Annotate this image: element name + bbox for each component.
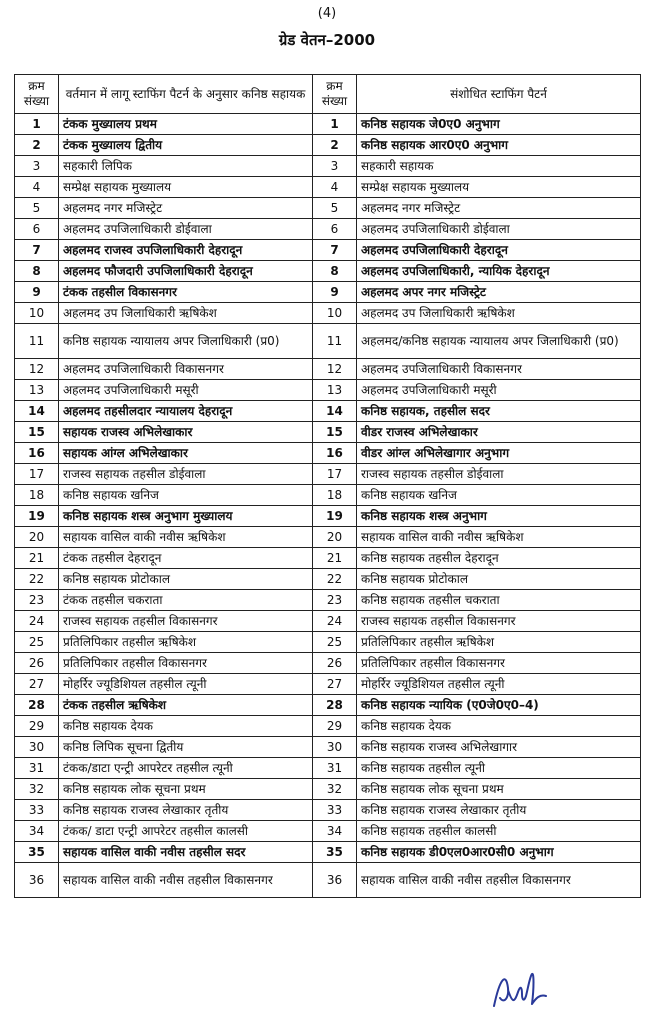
current-post-cell: कनिष्ठ सहायक लोक सूचना प्रथम bbox=[59, 779, 313, 800]
serial-right-cell: 18 bbox=[313, 485, 357, 506]
table-row bbox=[15, 282, 641, 303]
serial-right-cell: 2 bbox=[313, 135, 357, 156]
table-row bbox=[15, 219, 641, 240]
table-header-row bbox=[15, 75, 641, 114]
serial-right-cell: 21 bbox=[313, 548, 357, 569]
revised-post-cell: मोहर्रिर ज्यूडिशियल तहसील त्यूनी bbox=[357, 674, 641, 695]
serial-left-cell: 18 bbox=[15, 485, 59, 506]
table-row bbox=[15, 401, 641, 422]
current-post-cell: अहलमद उप जिलाधिकारी ऋषिकेश bbox=[59, 303, 313, 324]
serial-right-cell: 12 bbox=[313, 359, 357, 380]
serial-left-cell: 24 bbox=[15, 611, 59, 632]
table-row bbox=[15, 737, 641, 758]
current-post-cell: प्रतिलिपिकार तहसील ऋषिकेश bbox=[59, 632, 313, 653]
header-serial-right: क्रम संख्या bbox=[313, 75, 357, 114]
serial-left-cell: 10 bbox=[15, 303, 59, 324]
table-row bbox=[15, 821, 641, 842]
table-row bbox=[15, 800, 641, 821]
table-row bbox=[15, 590, 641, 611]
serial-right-cell: 11 bbox=[313, 324, 357, 359]
serial-right-cell: 36 bbox=[313, 863, 357, 898]
current-post-cell: सहायक वासिल वाकी नवीस तहसील सदर bbox=[59, 842, 313, 863]
current-post-cell: टंकक तहसील विकासनगर bbox=[59, 282, 313, 303]
current-post-cell: अहलमद तहसीलदार न्यायालय देहरादून bbox=[59, 401, 313, 422]
serial-left-cell: 8 bbox=[15, 261, 59, 282]
revised-post-cell: वीडर राजस्व अभिलेखाकार bbox=[357, 422, 641, 443]
revised-post-cell: अहलमद उपजिलाधिकारी, न्यायिक देहरादून bbox=[357, 261, 641, 282]
serial-right-cell: 22 bbox=[313, 569, 357, 590]
serial-left-cell: 33 bbox=[15, 800, 59, 821]
serial-right-cell: 10 bbox=[313, 303, 357, 324]
serial-right-cell: 20 bbox=[313, 527, 357, 548]
signature-mark bbox=[490, 968, 550, 1012]
revised-post-cell: अहलमद नगर मजिस्ट्रेट bbox=[357, 198, 641, 219]
revised-post-cell: कनिष्ठ सहायक देयक bbox=[357, 716, 641, 737]
current-post-cell: अहलमद राजस्व उपजिलाधिकारी देहरादून bbox=[59, 240, 313, 261]
revised-post-cell: राजस्व सहायक तहसील डोईवाला bbox=[357, 464, 641, 485]
serial-left-cell: 14 bbox=[15, 401, 59, 422]
current-post-cell: कनिष्ठ लिपिक सूचना द्वितीय bbox=[59, 737, 313, 758]
table-row bbox=[15, 261, 641, 282]
serial-left-cell: 22 bbox=[15, 569, 59, 590]
current-post-cell: टंकक मुख्यालय द्वितीय bbox=[59, 135, 313, 156]
current-post-cell: अहलमद नगर मजिस्ट्रेट bbox=[59, 198, 313, 219]
table-row bbox=[15, 842, 641, 863]
table-row bbox=[15, 303, 641, 324]
revised-post-cell: सहायक वासिल वाकी नवीस ऋषिकेश bbox=[357, 527, 641, 548]
serial-right-cell: 9 bbox=[313, 282, 357, 303]
serial-right-cell: 29 bbox=[313, 716, 357, 737]
revised-post-cell: कनिष्ठ सहायक जे0ए0 अनुभाग bbox=[357, 114, 641, 135]
current-post-cell: टंकक तहसील देहरादून bbox=[59, 548, 313, 569]
serial-left-cell: 12 bbox=[15, 359, 59, 380]
table-row bbox=[15, 485, 641, 506]
serial-right-cell: 32 bbox=[313, 779, 357, 800]
table-row bbox=[15, 674, 641, 695]
table-row bbox=[15, 464, 641, 485]
serial-left-cell: 26 bbox=[15, 653, 59, 674]
serial-left-cell: 17 bbox=[15, 464, 59, 485]
serial-right-cell: 1 bbox=[313, 114, 357, 135]
table-row bbox=[15, 758, 641, 779]
revised-post-cell: अहलमद उपजिलाधिकारी देहरादून bbox=[357, 240, 641, 261]
revised-post-cell: प्रतिलिपिकार तहसील विकासनगर bbox=[357, 653, 641, 674]
serial-left-cell: 1 bbox=[15, 114, 59, 135]
current-post-cell: टंकक तहसील चकराता bbox=[59, 590, 313, 611]
revised-post-cell: प्रतिलिपिकार तहसील ऋषिकेश bbox=[357, 632, 641, 653]
revised-post-cell: कनिष्ठ सहायक राजस्व लेखाकार तृतीय bbox=[357, 800, 641, 821]
revised-post-cell: वीडर आंग्ल अभिलेखागार अनुभाग bbox=[357, 443, 641, 464]
serial-right-cell: 35 bbox=[313, 842, 357, 863]
serial-right-cell: 6 bbox=[313, 219, 357, 240]
current-post-cell: अहलमद उपजिलाधिकारी मसूरी bbox=[59, 380, 313, 401]
table-row bbox=[15, 324, 641, 359]
header-current-pattern: वर्तमान में लागू स्टाफिंग पैटर्न के अनुसार कनिष्ठ सहायक bbox=[59, 75, 313, 114]
revised-post-cell: कनिष्ठ सहायक प्रोटोकाल bbox=[357, 569, 641, 590]
serial-left-cell: 36 bbox=[15, 863, 59, 898]
revised-post-cell: कनिष्ठ सहायक, तहसील सदर bbox=[357, 401, 641, 422]
current-post-cell: कनिष्ठ सहायक शस्त्र अनुभाग मुख्यालय bbox=[59, 506, 313, 527]
revised-post-cell: राजस्व सहायक तहसील विकासनगर bbox=[357, 611, 641, 632]
serial-right-cell: 8 bbox=[313, 261, 357, 282]
revised-post-cell: अहलमद अपर नगर मजिस्ट्रेट bbox=[357, 282, 641, 303]
header-revised-pattern: संशोधित स्टाफिंग पैटर्न bbox=[357, 75, 641, 114]
table-row bbox=[15, 632, 641, 653]
serial-left-cell: 19 bbox=[15, 506, 59, 527]
staffing-pattern-table bbox=[14, 74, 641, 898]
current-post-cell: राजस्व सहायक तहसील विकासनगर bbox=[59, 611, 313, 632]
revised-post-cell: अहलमद उप जिलाधिकारी ऋषिकेश bbox=[357, 303, 641, 324]
serial-left-cell: 31 bbox=[15, 758, 59, 779]
current-post-cell: सहायक राजस्व अभिलेखाकार bbox=[59, 422, 313, 443]
table-row bbox=[15, 422, 641, 443]
serial-left-cell: 15 bbox=[15, 422, 59, 443]
serial-right-cell: 7 bbox=[313, 240, 357, 261]
table-row bbox=[15, 135, 641, 156]
serial-left-cell: 13 bbox=[15, 380, 59, 401]
revised-post-cell: कनिष्ठ सहायक आर0ए0 अनुभाग bbox=[357, 135, 641, 156]
revised-post-cell: अहलमद उपजिलाधिकारी डोईवाला bbox=[357, 219, 641, 240]
revised-post-cell: अहलमद उपजिलाधिकारी विकासनगर bbox=[357, 359, 641, 380]
current-post-cell: अहलमद फौजदारी उपजिलाधिकारी देहरादून bbox=[59, 261, 313, 282]
table-row bbox=[15, 611, 641, 632]
revised-post-cell: सहायक वासिल वाकी नवीस तहसील विकासनगर bbox=[357, 863, 641, 898]
current-post-cell: कनिष्ठ सहायक खनिज bbox=[59, 485, 313, 506]
revised-post-cell: कनिष्ठ सहायक तहसील कालसी bbox=[357, 821, 641, 842]
serial-left-cell: 29 bbox=[15, 716, 59, 737]
table-row bbox=[15, 506, 641, 527]
serial-right-cell: 33 bbox=[313, 800, 357, 821]
revised-post-cell: कनिष्ठ सहायक लोक सूचना प्रथम bbox=[357, 779, 641, 800]
serial-left-cell: 2 bbox=[15, 135, 59, 156]
serial-left-cell: 30 bbox=[15, 737, 59, 758]
serial-left-cell: 16 bbox=[15, 443, 59, 464]
serial-left-cell: 11 bbox=[15, 324, 59, 359]
current-post-cell: टंकक मुख्यालय प्रथम bbox=[59, 114, 313, 135]
revised-post-cell: सम्प्रेक्ष सहायक मुख्यालय bbox=[357, 177, 641, 198]
serial-right-cell: 15 bbox=[313, 422, 357, 443]
serial-left-cell: 21 bbox=[15, 548, 59, 569]
table-row bbox=[15, 779, 641, 800]
serial-right-cell: 4 bbox=[313, 177, 357, 198]
revised-post-cell: कनिष्ठ सहायक खनिज bbox=[357, 485, 641, 506]
current-post-cell: सम्प्रेक्ष सहायक मुख्यालय bbox=[59, 177, 313, 198]
serial-right-cell: 28 bbox=[313, 695, 357, 716]
serial-right-cell: 31 bbox=[313, 758, 357, 779]
serial-right-cell: 23 bbox=[313, 590, 357, 611]
serial-right-cell: 13 bbox=[313, 380, 357, 401]
revised-post-cell: कनिष्ठ सहायक तहसील त्यूनी bbox=[357, 758, 641, 779]
serial-left-cell: 20 bbox=[15, 527, 59, 548]
revised-post-cell: अहलमद उपजिलाधिकारी मसूरी bbox=[357, 380, 641, 401]
current-post-cell: अहलमद उपजिलाधिकारी डोईवाला bbox=[59, 219, 313, 240]
table-row bbox=[15, 359, 641, 380]
revised-post-cell: कनिष्ठ सहायक शस्त्र अनुभाग bbox=[357, 506, 641, 527]
table-row bbox=[15, 443, 641, 464]
table-row bbox=[15, 527, 641, 548]
current-post-cell: टंकक/ डाटा एन्ट्री आपरेटर तहसील कालसी bbox=[59, 821, 313, 842]
current-post-cell: टंकक तहसील ऋषिकेश bbox=[59, 695, 313, 716]
current-post-cell: सहायक वासिल वाकी नवीस ऋषिकेश bbox=[59, 527, 313, 548]
revised-post-cell: कनिष्ठ सहायक तहसील देहरादून bbox=[357, 548, 641, 569]
current-post-cell: कनिष्ठ सहायक राजस्व लेखाकार तृतीय bbox=[59, 800, 313, 821]
table-row bbox=[15, 716, 641, 737]
serial-left-cell: 23 bbox=[15, 590, 59, 611]
serial-right-cell: 30 bbox=[313, 737, 357, 758]
page-number: (4) bbox=[317, 6, 337, 21]
serial-left-cell: 5 bbox=[15, 198, 59, 219]
serial-left-cell: 4 bbox=[15, 177, 59, 198]
table-row bbox=[15, 240, 641, 261]
current-post-cell: सहकारी लिपिक bbox=[59, 156, 313, 177]
serial-left-cell: 9 bbox=[15, 282, 59, 303]
current-post-cell: मोहर्रिर ज्यूडिशियल तहसील त्यूनी bbox=[59, 674, 313, 695]
table-row bbox=[15, 198, 641, 219]
revised-post-cell: अहलमद/कनिष्ठ सहायक न्यायालय अपर जिलाधिकारी (प्र0) bbox=[357, 324, 641, 359]
current-post-cell: कनिष्ठ सहायक न्यायालय अपर जिलाधिकारी (प्र0) bbox=[59, 324, 313, 359]
current-post-cell: कनिष्ठ सहायक देयक bbox=[59, 716, 313, 737]
current-post-cell: कनिष्ठ सहायक प्रोटोकाल bbox=[59, 569, 313, 590]
serial-right-cell: 34 bbox=[313, 821, 357, 842]
revised-post-cell: कनिष्ठ सहायक डी0एल0आर0सी0 अनुभाग bbox=[357, 842, 641, 863]
revised-post-cell: कनिष्ठ सहायक तहसील चकराता bbox=[357, 590, 641, 611]
header-serial-left: क्रम संख्या bbox=[15, 75, 59, 114]
table-row bbox=[15, 156, 641, 177]
table-row bbox=[15, 569, 641, 590]
serial-right-cell: 19 bbox=[313, 506, 357, 527]
table-row bbox=[15, 177, 641, 198]
serial-right-cell: 27 bbox=[313, 674, 357, 695]
table-row bbox=[15, 695, 641, 716]
serial-right-cell: 16 bbox=[313, 443, 357, 464]
current-post-cell: टंकक/डाटा एन्ट्री आपरेटर तहसील त्यूनी bbox=[59, 758, 313, 779]
current-post-cell: सहायक वासिल वाकी नवीस तहसील विकासनगर bbox=[59, 863, 313, 898]
serial-left-cell: 32 bbox=[15, 779, 59, 800]
table-row bbox=[15, 653, 641, 674]
revised-post-cell: कनिष्ठ सहायक राजस्व अभिलेखागार bbox=[357, 737, 641, 758]
table-row bbox=[15, 863, 641, 898]
serial-left-cell: 27 bbox=[15, 674, 59, 695]
serial-left-cell: 34 bbox=[15, 821, 59, 842]
serial-left-cell: 7 bbox=[15, 240, 59, 261]
revised-post-cell: कनिष्ठ सहायक न्यायिक (ए0जे0ए0–4) bbox=[357, 695, 641, 716]
table-body bbox=[15, 114, 641, 898]
current-post-cell: अहलमद उपजिलाधिकारी विकासनगर bbox=[59, 359, 313, 380]
serial-left-cell: 25 bbox=[15, 632, 59, 653]
serial-left-cell: 6 bbox=[15, 219, 59, 240]
table-row bbox=[15, 114, 641, 135]
current-post-cell: सहायक आंग्ल अभिलेखाकार bbox=[59, 443, 313, 464]
serial-left-cell: 35 bbox=[15, 842, 59, 863]
serial-right-cell: 25 bbox=[313, 632, 357, 653]
table-row bbox=[15, 380, 641, 401]
serial-left-cell: 28 bbox=[15, 695, 59, 716]
table-row bbox=[15, 548, 641, 569]
serial-right-cell: 3 bbox=[313, 156, 357, 177]
serial-right-cell: 26 bbox=[313, 653, 357, 674]
current-post-cell: प्रतिलिपिकार तहसील विकासनगर bbox=[59, 653, 313, 674]
serial-left-cell: 3 bbox=[15, 156, 59, 177]
serial-right-cell: 14 bbox=[313, 401, 357, 422]
serial-right-cell: 5 bbox=[313, 198, 357, 219]
serial-right-cell: 17 bbox=[313, 464, 357, 485]
revised-post-cell: सहकारी सहायक bbox=[357, 156, 641, 177]
serial-right-cell: 24 bbox=[313, 611, 357, 632]
grade-pay-heading: ग्रेड वेतन–2000 bbox=[278, 31, 376, 49]
current-post-cell: राजस्व सहायक तहसील डोईवाला bbox=[59, 464, 313, 485]
